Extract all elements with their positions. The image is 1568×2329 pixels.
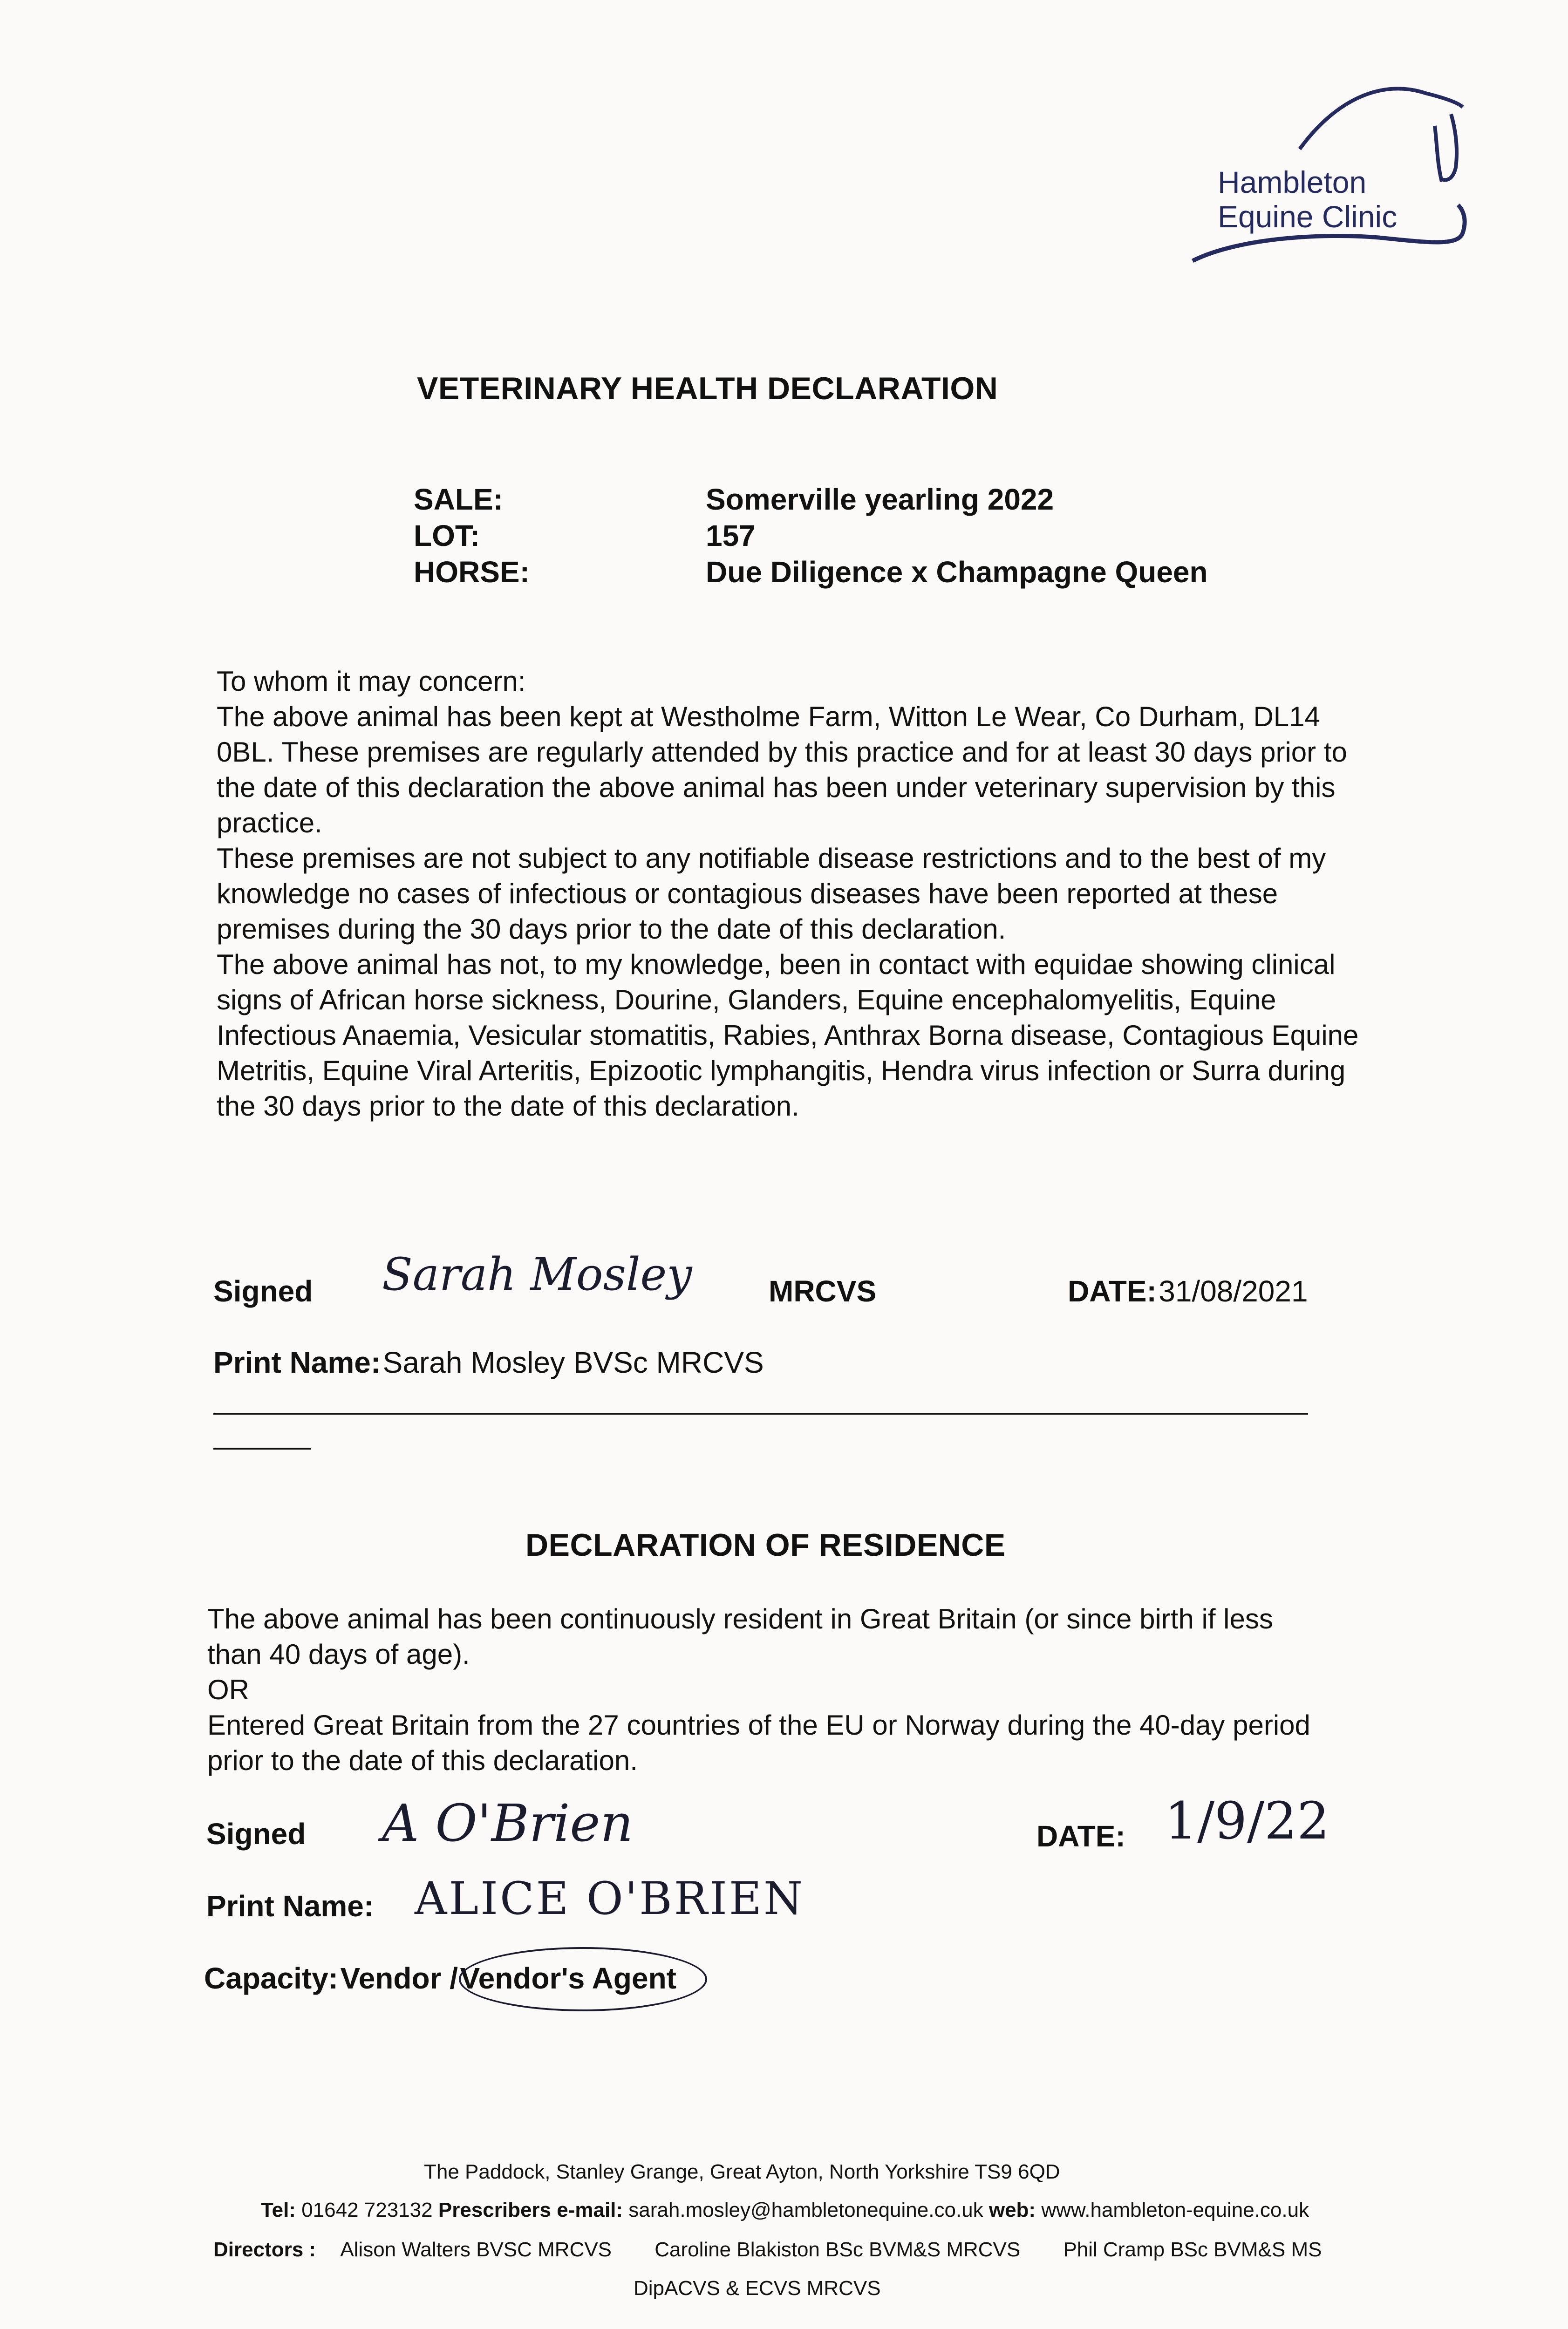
director-1: Alison Walters BVSC MRCVS (340, 2238, 612, 2261)
tel-value: 01642 723132 (301, 2199, 433, 2221)
vet-signature: Sarah Mosley (382, 1248, 692, 1301)
capacity-label: Capacity: (204, 1961, 339, 1995)
residence-paragraph-2: Entered Great Britain from the 27 countries of the EU or Norway during the 40-day period prior to the date of this declaration. (207, 1709, 1310, 1776)
tel-label: Tel: (261, 2199, 296, 2221)
residence-paragraph-1: The above animal has been continuously resident in Great Britain (or since birth if less than 40 days of age). (207, 1603, 1273, 1670)
residence-date-handwritten: 1/9/22 (1165, 1791, 1330, 1851)
footer-contact (261, 2199, 1309, 2222)
vet-date-value: 31/08/2021 (1159, 1274, 1308, 1308)
vet-print-name (213, 1345, 764, 1380)
footer-address: The Paddock, Stanley Grange, Great Ayton, North Yorkshire TS9 6QD (424, 2160, 1060, 2183)
capacity-vendor: Vendor / (340, 1961, 458, 1995)
web-value: www.hambleton-equine.co.uk (1041, 2199, 1309, 2221)
logo-line-2: Equine Clinic (1218, 199, 1398, 234)
vet-date-label: DATE: (1068, 1274, 1157, 1308)
divider-line-short (213, 1448, 311, 1450)
residence-body (207, 1601, 1335, 1778)
email-label: Prescribers e-mail: (438, 2199, 623, 2221)
salutation: To whom it may concern: (217, 666, 526, 697)
residence-print-name-label: Print Name: (206, 1889, 374, 1923)
residence-title: DECLARATION OF RESIDENCE (525, 1527, 1006, 1563)
divider-line (213, 1413, 1308, 1415)
residence-print-name-handwritten: ALICE O'BRIEN (415, 1873, 804, 1925)
capacity-circle-mark (459, 1947, 707, 2011)
horse-value: Due Diligence x Champagne Queen (706, 555, 1208, 589)
residence-signature: A O'Brien (382, 1793, 634, 1853)
vet-print-name-value: Sarah Mosley BVSc MRCVS (382, 1346, 764, 1379)
director-2: Caroline Blakiston BSc BVM&S MRCVS (654, 2238, 1021, 2261)
sale-label: SALE: (414, 483, 503, 516)
horse-label: HORSE: (414, 555, 530, 589)
director-3-continued: DipACVS & ECVS MRCVS (634, 2277, 881, 2300)
lot-value: 157 (706, 519, 756, 552)
footer-directors (213, 2238, 1322, 2261)
sale-value: Somerville yearling 2022 (706, 483, 1054, 516)
directors-label: Directors : (213, 2238, 316, 2261)
vet-paragraph-2: These premises are not subject to any notifiable disease restrictions and to the best of my knowledge no cases of infectious or contagious diseases have been reported at these premises during the 30 days prior to the date of this declaration. (217, 843, 1326, 945)
lot-label: LOT: (414, 519, 480, 552)
email-value: sarah.mosley@hambletonequine.co.uk (628, 2199, 983, 2221)
capacity-vendors-agent: Vendor's Agent (460, 1961, 676, 1995)
director-3: Phil Cramp BSc BVM&S MS (1063, 2238, 1322, 2261)
web-label: web: (989, 2199, 1036, 2221)
vet-signed-label: Signed (213, 1274, 313, 1308)
residence-date-label: DATE: (1036, 1819, 1125, 1853)
vet-date (1068, 1274, 1308, 1308)
clinic-logo (1183, 70, 1472, 275)
vet-print-name-label: Print Name: (213, 1346, 381, 1379)
vet-paragraph-1: The above animal has been kept at Westholme Farm, Witton Le Wear, Co Durham, DL14 0BL. These premises are regularly attended by this practice and for at least 30 days prior to the date of this declaration the above animal has been under veterinary supervision by this practice. (217, 701, 1347, 838)
mrcvs-label: MRCVS (769, 1274, 877, 1308)
vet-paragraph-3: The above animal has not, to my knowledge, been in contact with equidae showing clinical signs of African horse sickness, Dourine, Glanders, Equine encephalomyelitis, Equine Infectious Anaemia, Vesicular stomatitis, Rabies, Anthrax Borna disease, Contagious Equine Metritis, Equine Viral Arteritis, Epizootic lymphangitis, Hendra virus infection or Surra during the 30 days prior to the date of this declaration. (217, 949, 1359, 1122)
residence-or: OR (207, 1674, 249, 1705)
vet-declaration-body (217, 664, 1363, 1124)
logo-line-1: Hambleton (1218, 165, 1367, 199)
residence-signed-label: Signed (206, 1817, 306, 1851)
vet-declaration-title: VETERINARY HEALTH DECLARATION (417, 371, 998, 406)
